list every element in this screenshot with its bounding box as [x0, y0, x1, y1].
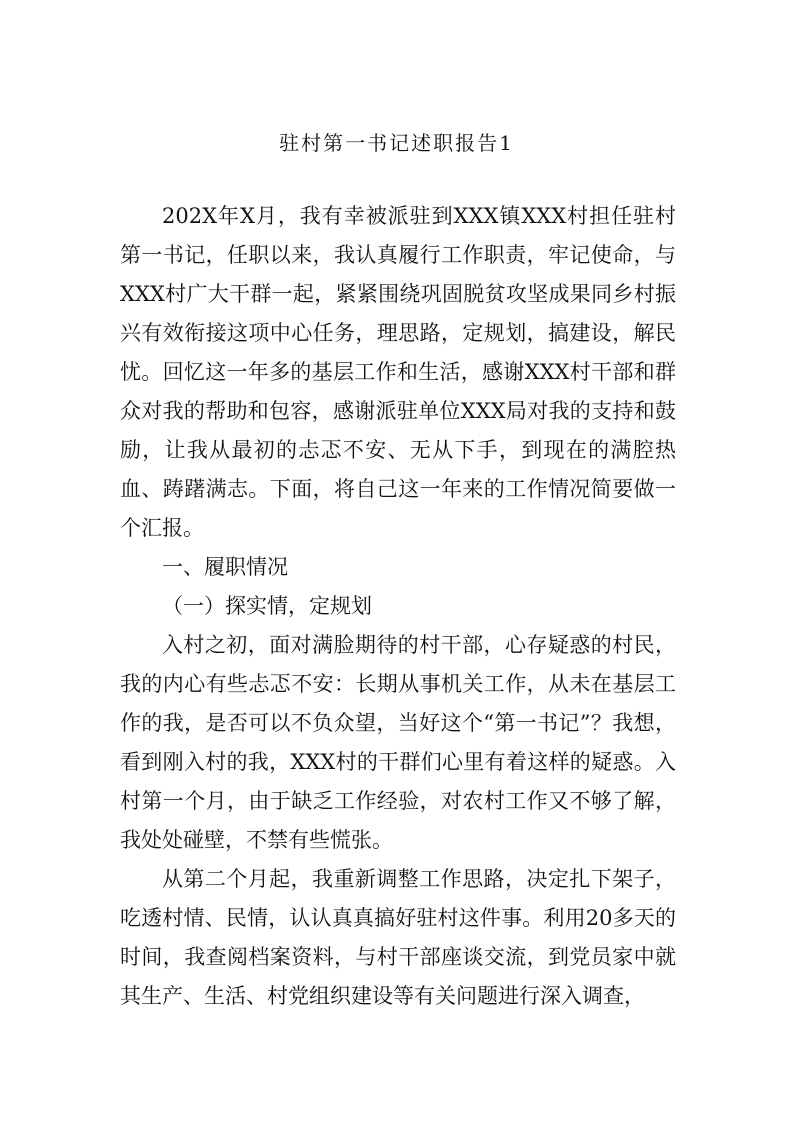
paragraph-intro: 202X年X月，我有幸被派驻到XXX镇XXX村担任驻村第一书记，任职以来，我认真履行工作职责，牢记使命，与XXX村广大干群一起，紧紧围绕巩固脱贫攻坚成果同乡村振兴有效衔接这项中心任务，理思路，定规划，搞建设，解民忧。回忆这一年多的基层工作和生活，感谢XXX村干部和群众对我的帮助和包容，感谢派驻单位XXX局对我的支持和鼓励，让我从最初的忐忑不安、无从下手，到现在的满腔热血、踌躇满志。下面，将自己这一年来的工作情况简要做一个汇报。: [120, 204, 676, 540]
document-body: [120, 197, 676, 1016]
paragraph-arrival: 入村之初，面对满脸期待的村干部，心存疑惑的村民，我的内心有些忐忑不安：长期从事机关工作，从未在基层工作的我，是否可以不负众望，当好这个“第一书记”？我想，看到刚入村的我，XXX村的干群们心里有着这样的疑惑。入村第一个月，由于缺乏工作经验，对农村工作又不够了解，我处处碰壁，不禁有些慌张。: [120, 633, 676, 852]
section-heading: 一、履职情况: [162, 555, 288, 579]
subsection-heading: （一）探实情，定规划: [162, 594, 372, 618]
paragraph-second-month: 从第二个月起，我重新调整工作思路，决定扎下架子，吃透村情、民情，认认真真搞好驻村这件事。利用20多天的时间，我查阅档案资料，与村干部座谈交流，到党员家中就其生产、生活、村党组织建设等有关问题进行深入调查，: [120, 867, 676, 1008]
document-title: 驻村第一书记述职报告1: [279, 131, 514, 155]
